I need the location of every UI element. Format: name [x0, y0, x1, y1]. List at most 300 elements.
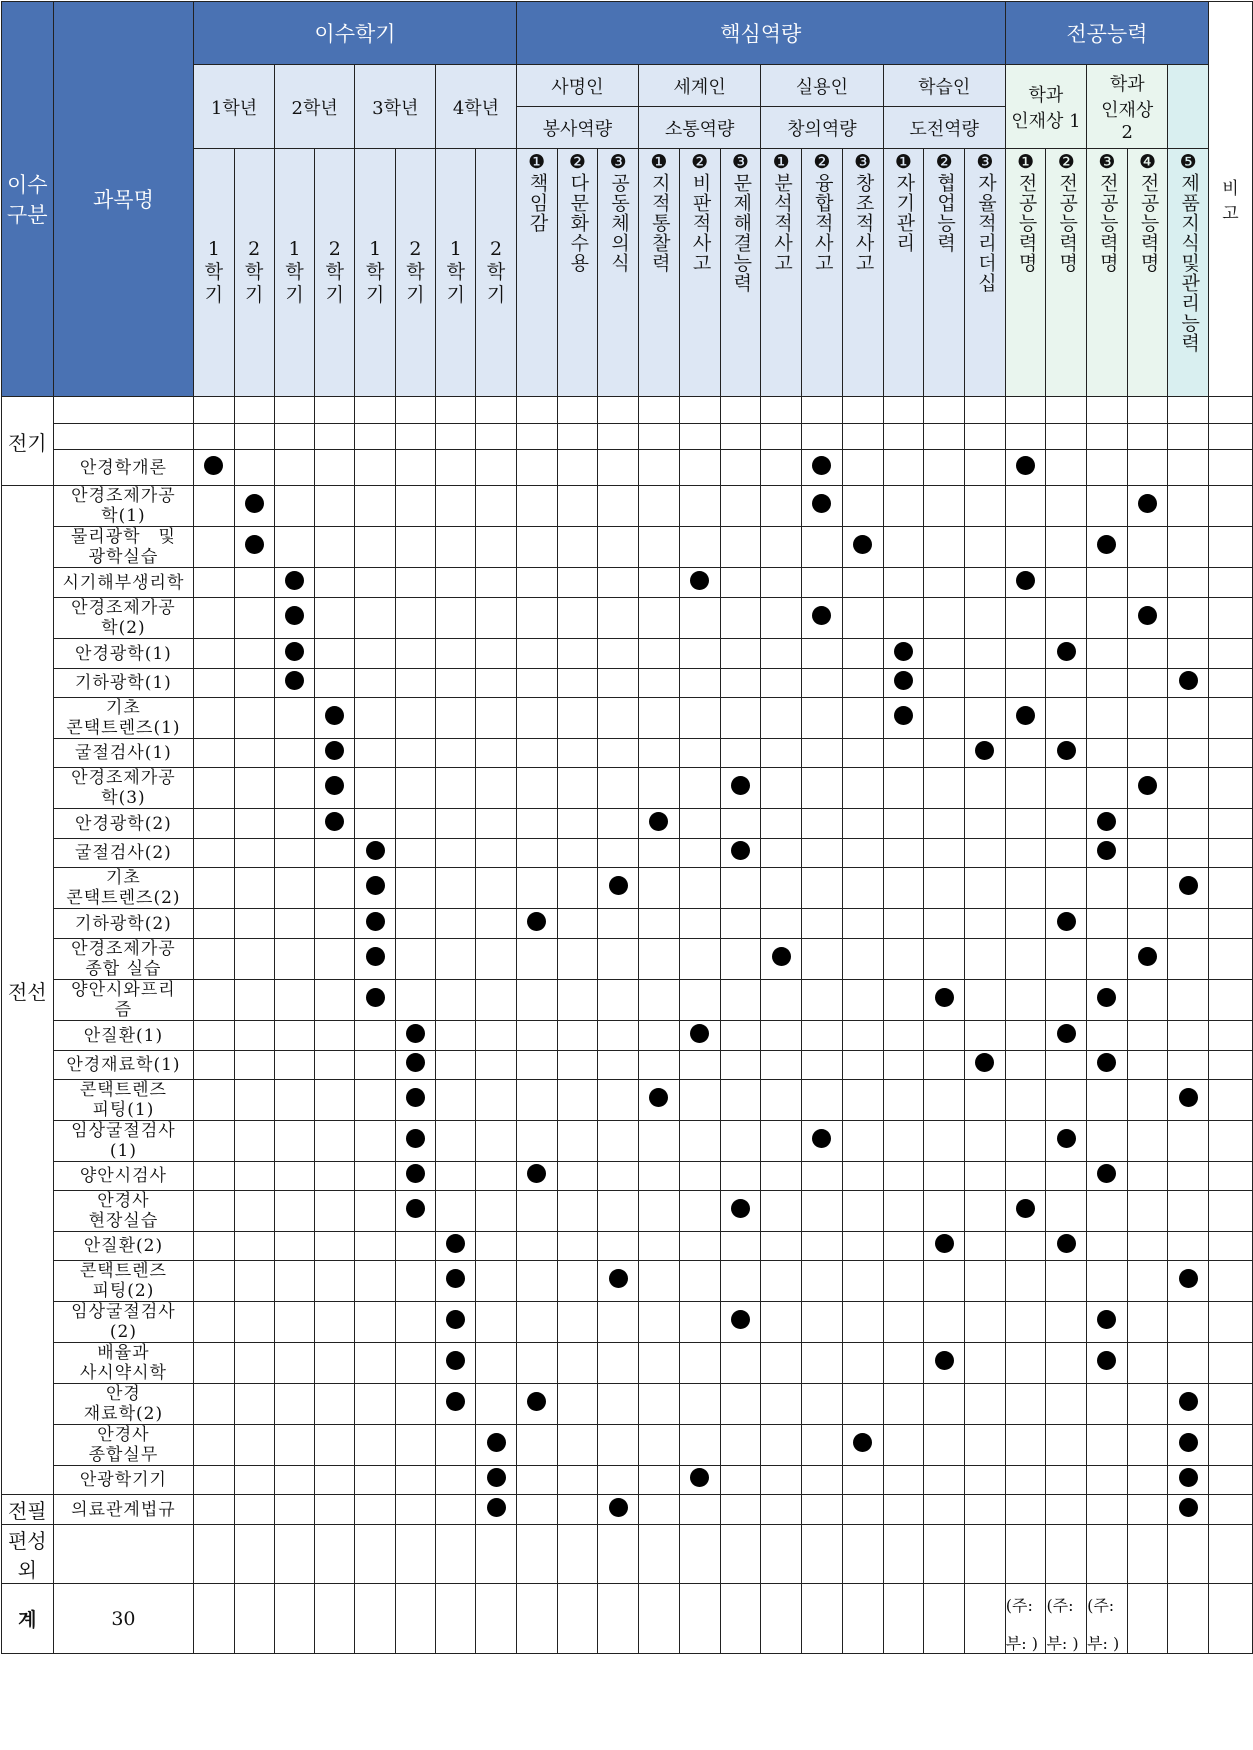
core-cell [842, 698, 883, 739]
total-empty-cell [1127, 1584, 1168, 1654]
major-cell [1046, 768, 1087, 809]
core-item-name: 책임감 [526, 173, 549, 233]
core-cell [557, 424, 598, 450]
core-cell [679, 739, 720, 768]
check-dot [935, 988, 954, 1007]
core-cell [639, 980, 680, 1021]
semester-cell [436, 839, 476, 868]
check-dot [406, 1129, 425, 1148]
core-cell [761, 809, 802, 839]
core-cell [516, 698, 557, 739]
semester-cell [194, 1162, 234, 1191]
semester-cell [355, 980, 395, 1021]
total-count-cell [53, 1584, 194, 1654]
core-item-header [883, 149, 924, 397]
semester-cell [436, 598, 476, 639]
core-cell [842, 527, 883, 568]
core-cell [761, 739, 802, 768]
check-dot [1179, 1392, 1198, 1411]
semester-cell [194, 868, 234, 909]
semester-cell [355, 739, 395, 768]
major-cell [1046, 1232, 1087, 1261]
core-cell [639, 698, 680, 739]
semester-cell [274, 1525, 314, 1584]
check-dot [812, 1129, 831, 1148]
major-cell [1168, 1162, 1209, 1191]
semester-cell [274, 1051, 314, 1080]
core-cell [598, 450, 639, 486]
remarks-cell [1209, 669, 1253, 698]
core-cell [883, 527, 924, 568]
core-cell [883, 939, 924, 980]
semester-cell [274, 598, 314, 639]
core-cell [639, 486, 680, 527]
core-cell [802, 1384, 843, 1425]
semester-cell [274, 1343, 314, 1384]
major-cell [1087, 397, 1128, 424]
core-competency-header [761, 107, 883, 149]
semester-cell [395, 1466, 435, 1495]
check-dot [1057, 642, 1076, 661]
core-competency-header [639, 107, 761, 149]
core-cell [679, 768, 720, 809]
semester-cell [476, 669, 516, 698]
major-cell [1087, 486, 1128, 527]
semester-cell [476, 739, 516, 768]
major-cell [1087, 1051, 1128, 1080]
core-cell [720, 980, 761, 1021]
core-cell [639, 669, 680, 698]
core-cell [965, 1343, 1006, 1384]
major-cell [1127, 1302, 1168, 1343]
core-cell [802, 1425, 843, 1466]
major-cell [1005, 527, 1046, 568]
semester-cell [194, 1525, 234, 1584]
subject-name: 안경조제가공 학(3) [71, 768, 176, 808]
core-cell [761, 1021, 802, 1051]
major-cell [1168, 1466, 1209, 1495]
subject-name: 굴절검사(1) [75, 743, 172, 763]
major-cell [1127, 1191, 1168, 1232]
subject-cell [53, 809, 194, 839]
core-cell [516, 1525, 557, 1584]
total-empty-cell [802, 1584, 843, 1654]
semester-cell [315, 768, 355, 809]
core-cell [883, 1384, 924, 1425]
core-cell [598, 1021, 639, 1051]
core-cell [761, 1302, 802, 1343]
core-cell [802, 397, 843, 424]
core-cell [842, 768, 883, 809]
semester-cell [355, 1232, 395, 1261]
core-cell [802, 1191, 843, 1232]
core-cell [639, 909, 680, 939]
core-cell [639, 1466, 680, 1495]
core-cell [883, 839, 924, 868]
core-cell [557, 1384, 598, 1425]
major-cell [1087, 1425, 1128, 1466]
semester-cell [194, 1261, 234, 1302]
major-cell [1127, 486, 1168, 527]
major-cell [1046, 598, 1087, 639]
semester-cell [355, 1191, 395, 1232]
table-row [2, 397, 1253, 424]
remarks-cell [1209, 1232, 1253, 1261]
semester-cell [476, 1302, 516, 1343]
core-item-number: ❶ [894, 151, 912, 173]
semester-cell [355, 868, 395, 909]
semester-cell [476, 450, 516, 486]
subject-cell [53, 909, 194, 939]
major-cell [1005, 1162, 1046, 1191]
semester-cell [234, 1495, 274, 1525]
core-cell [598, 1191, 639, 1232]
core-cell [842, 909, 883, 939]
semester-cell [436, 397, 476, 424]
semester-cell [194, 939, 234, 980]
core-cell [639, 1191, 680, 1232]
semester-cell [395, 1080, 435, 1121]
major-cell [1127, 1495, 1168, 1525]
core-cell [557, 868, 598, 909]
check-dot [325, 776, 344, 795]
check-dot [1138, 776, 1157, 795]
core-cell [883, 1051, 924, 1080]
check-dot [366, 947, 385, 966]
subject-cell [53, 1495, 194, 1525]
core-cell [639, 598, 680, 639]
core-cell [802, 1261, 843, 1302]
semester-cell [274, 909, 314, 939]
core-cell [965, 669, 1006, 698]
core-cell [516, 909, 557, 939]
semester-cell [355, 1261, 395, 1302]
semester-group-header [194, 2, 517, 65]
semester-cell [234, 909, 274, 939]
core-item-header [802, 149, 843, 397]
table-row [2, 939, 1253, 980]
core-cell [924, 1343, 965, 1384]
core-cell [883, 1425, 924, 1466]
semester-cell [355, 768, 395, 809]
major-cell [1127, 1080, 1168, 1121]
remarks-cell [1209, 809, 1253, 839]
core-item-number: ❸ [609, 151, 627, 173]
major-cell [1005, 1051, 1046, 1080]
major-cell [1046, 450, 1087, 486]
core-cell [557, 397, 598, 424]
core-cell [639, 1525, 680, 1584]
semester-cell [274, 868, 314, 909]
remarks-cell [1209, 1121, 1253, 1162]
major-cell [1046, 424, 1087, 450]
check-dot [406, 1164, 425, 1183]
core-item-header [516, 149, 557, 397]
major-cell [1168, 397, 1209, 424]
core-cell [761, 839, 802, 868]
core-cell [842, 397, 883, 424]
semester-cell [315, 980, 355, 1021]
semester-cell [315, 1162, 355, 1191]
semester-cell [234, 639, 274, 669]
core-cell [598, 1121, 639, 1162]
semester-cell [476, 1525, 516, 1584]
core-cell [802, 639, 843, 669]
core-cell [761, 1466, 802, 1495]
semester-cell [194, 839, 234, 868]
subject-cell [53, 739, 194, 768]
check-dot [1179, 876, 1198, 895]
check-dot [487, 1433, 506, 1452]
major-item-header [1127, 149, 1168, 397]
check-dot [731, 1199, 750, 1218]
core-cell [924, 1425, 965, 1466]
subject-name: 임상굴절검사 (1) [71, 1121, 176, 1161]
core-cell [557, 486, 598, 527]
core-cell [924, 1080, 965, 1121]
major-cell [1005, 639, 1046, 669]
core-cell [965, 1525, 1006, 1584]
semester-cell [274, 1466, 314, 1495]
subject-cell [53, 669, 194, 698]
core-cell [965, 698, 1006, 739]
core-cell [679, 568, 720, 598]
semester-cell [436, 450, 476, 486]
major-cell [1127, 1384, 1168, 1425]
total-empty-cell [274, 1584, 314, 1654]
category-cell [2, 397, 54, 486]
subject-name: 물리광학 및 광학실습 [70, 527, 176, 567]
core-cell [598, 424, 639, 450]
major-cell [1087, 527, 1128, 568]
semester-cell [476, 397, 516, 424]
semester-cell [395, 1162, 435, 1191]
subject-cell [53, 598, 194, 639]
major-cell [1087, 1080, 1128, 1121]
core-cell [720, 868, 761, 909]
table-row [2, 868, 1253, 909]
major-cell [1168, 1525, 1209, 1584]
subject-cell [53, 1466, 194, 1495]
core-cell [883, 486, 924, 527]
core-cell [679, 698, 720, 739]
subject-name: 안경조제가공 학(2) [71, 598, 176, 638]
semester-cell [234, 598, 274, 639]
core-cell [557, 598, 598, 639]
major-cell [1046, 1495, 1087, 1525]
core-cell [720, 1525, 761, 1584]
check-dot [690, 1024, 709, 1043]
semester-cell [395, 639, 435, 669]
check-dot [731, 1310, 750, 1329]
remarks-cell [1209, 1051, 1253, 1080]
semester-cell [355, 809, 395, 839]
core-cell [883, 1495, 924, 1525]
core-cell [842, 939, 883, 980]
core-cell [720, 1384, 761, 1425]
core-cell [598, 397, 639, 424]
core-cell [516, 527, 557, 568]
semester-label: 2 학 기 [486, 238, 506, 306]
core-cell [557, 1121, 598, 1162]
core-cell [965, 1261, 1006, 1302]
major-item-name: 제품지식및관리능력 [1178, 173, 1201, 353]
major-cell [1087, 1021, 1128, 1051]
core-cell [965, 1425, 1006, 1466]
core-cell [679, 639, 720, 669]
semester-cell [274, 1021, 314, 1051]
major-cell [1046, 839, 1087, 868]
core-item-number: ❸ [731, 151, 749, 173]
semester-cell [436, 980, 476, 1021]
table-row [2, 1051, 1253, 1080]
table-row [2, 450, 1253, 486]
core-cell [516, 1261, 557, 1302]
total-label-cell [2, 1584, 54, 1654]
core-cell [965, 1021, 1006, 1051]
check-dot [690, 1468, 709, 1487]
core-cell [965, 909, 1006, 939]
major-cell [1127, 1121, 1168, 1162]
remarks-cell [1209, 1425, 1253, 1466]
core-cell [557, 1051, 598, 1080]
core-cell [720, 639, 761, 669]
semester-cell [315, 527, 355, 568]
major-cell [1046, 868, 1087, 909]
semester-cell [436, 669, 476, 698]
core-cell [924, 450, 965, 486]
core-cell [965, 1162, 1006, 1191]
table-row [2, 909, 1253, 939]
core-item-header [761, 149, 802, 397]
major-cell [1046, 568, 1087, 598]
talent2-label: 학과 인재상 2 [1101, 74, 1154, 143]
table-row [2, 1080, 1253, 1121]
core-value-label: 학습인 [918, 76, 971, 98]
table-row [2, 1343, 1253, 1384]
total-empty-cell [516, 1584, 557, 1654]
core-cell [720, 1051, 761, 1080]
total-empty-cell [557, 1584, 598, 1654]
core-cell [842, 1425, 883, 1466]
semester-cell [436, 639, 476, 669]
core-cell [720, 1191, 761, 1232]
core-cell [557, 527, 598, 568]
subject-cell [53, 1162, 194, 1191]
core-cell [761, 1232, 802, 1261]
major-cell [1127, 909, 1168, 939]
core-cell [720, 424, 761, 450]
core-item-number: ❶ [650, 151, 668, 173]
core-value-label: 실용인 [795, 76, 848, 98]
core-cell [557, 1191, 598, 1232]
semester-header [234, 149, 274, 397]
major-cell [1005, 980, 1046, 1021]
semester-cell [355, 527, 395, 568]
semester-cell [395, 669, 435, 698]
semester-cell [194, 598, 234, 639]
core-cell [802, 1162, 843, 1191]
semester-cell [395, 1302, 435, 1343]
core-cell [598, 939, 639, 980]
semester-cell [355, 1466, 395, 1495]
core-cell [924, 527, 965, 568]
semester-cell [274, 739, 314, 768]
semester-cell [274, 450, 314, 486]
check-dot [609, 1269, 628, 1288]
total-empty-cell [842, 1584, 883, 1654]
core-cell [924, 768, 965, 809]
subject-cell [53, 397, 194, 424]
core-cell [516, 1384, 557, 1425]
core-cell [598, 768, 639, 809]
semester-cell [274, 1191, 314, 1232]
major-cell [1127, 527, 1168, 568]
core-cell [965, 424, 1006, 450]
semester-cell [234, 980, 274, 1021]
subject-name: 안경재료학(1) [66, 1055, 181, 1075]
semester-label: 1 학 기 [365, 238, 385, 306]
core-cell [679, 1302, 720, 1343]
core-cell [802, 527, 843, 568]
core-cell [557, 739, 598, 768]
semester-header [436, 149, 476, 397]
major-cell [1005, 450, 1046, 486]
talent-extra-header [1168, 65, 1209, 149]
semester-cell [315, 1343, 355, 1384]
semester-cell [436, 939, 476, 980]
table-row [2, 1466, 1253, 1495]
major-cell [1046, 527, 1087, 568]
table-row [2, 1525, 1253, 1584]
subject-name: 양안시검사 [79, 1166, 167, 1186]
total-note: (주: 부: ) [1005, 1596, 1038, 1653]
core-cell [516, 809, 557, 839]
core-cell [639, 397, 680, 424]
check-dot [609, 1498, 628, 1517]
semester-header [194, 149, 234, 397]
major-cell [1087, 1232, 1128, 1261]
table-row [2, 1425, 1253, 1466]
semester-cell [355, 598, 395, 639]
core-cell [516, 486, 557, 527]
subject-cell [53, 1121, 194, 1162]
semester-cell [476, 909, 516, 939]
subject-name: 안경학개론 [79, 457, 167, 478]
core-cell [842, 1261, 883, 1302]
major-item-name: 전공능력명 [1096, 173, 1119, 273]
core-cell [720, 1343, 761, 1384]
core-cell [842, 1232, 883, 1261]
core-cell [720, 1232, 761, 1261]
core-cell [679, 1080, 720, 1121]
semester-cell [476, 1343, 516, 1384]
major-cell [1087, 669, 1128, 698]
header-row-1 [2, 2, 1253, 65]
semester-cell [436, 1525, 476, 1584]
core-item-name: 공동체의식 [608, 173, 631, 273]
core-cell [516, 568, 557, 598]
major-cell [1046, 739, 1087, 768]
semester-cell [395, 1343, 435, 1384]
total-empty-cell [194, 1584, 234, 1654]
semester-cell [355, 1343, 395, 1384]
core-cell [516, 1162, 557, 1191]
check-dot [1057, 1234, 1076, 1253]
core-cell [965, 768, 1006, 809]
semester-cell [436, 1121, 476, 1162]
semester-cell [436, 1162, 476, 1191]
